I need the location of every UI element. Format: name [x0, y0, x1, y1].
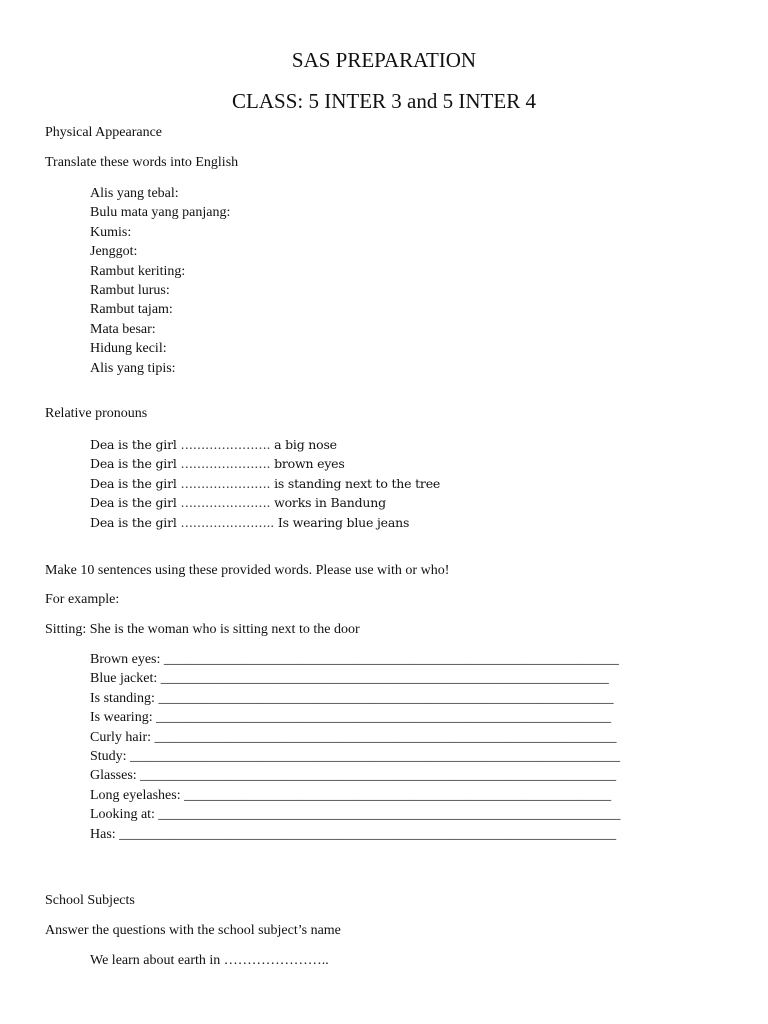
- section-instruction-translate: Translate these words into English: [45, 155, 239, 170]
- section-heading-school-subjects: School Subjects: [45, 893, 135, 908]
- section-instruction-school-subjects: Answer the questions with the school subject’s name: [45, 923, 341, 938]
- answer-blank: ………………….: [180, 475, 271, 491]
- answer-blank: ………………….: [180, 456, 271, 472]
- page-title: SAS PREPARATION: [291, 48, 477, 72]
- example-sentence: Sitting: She is the woman who is sitting next to the door: [45, 622, 360, 637]
- example-label: For example:: [45, 592, 120, 607]
- answer-blank: ………………….: [180, 437, 271, 452]
- section-heading-relative-pronouns: Relative pronouns: [45, 406, 148, 421]
- section-instruction-make-sentences: Make 10 sentences using these provided words. Please use with or who!: [45, 563, 450, 578]
- section-heading-physical-appearance: Physical Appearance: [45, 125, 163, 140]
- answer-blank: …………………..: [180, 514, 275, 530]
- class-subtitle: CLASS: 5 INTER 3 and 5 INTER 4: [232, 89, 536, 113]
- answer-blank: ………………….: [180, 495, 271, 511]
